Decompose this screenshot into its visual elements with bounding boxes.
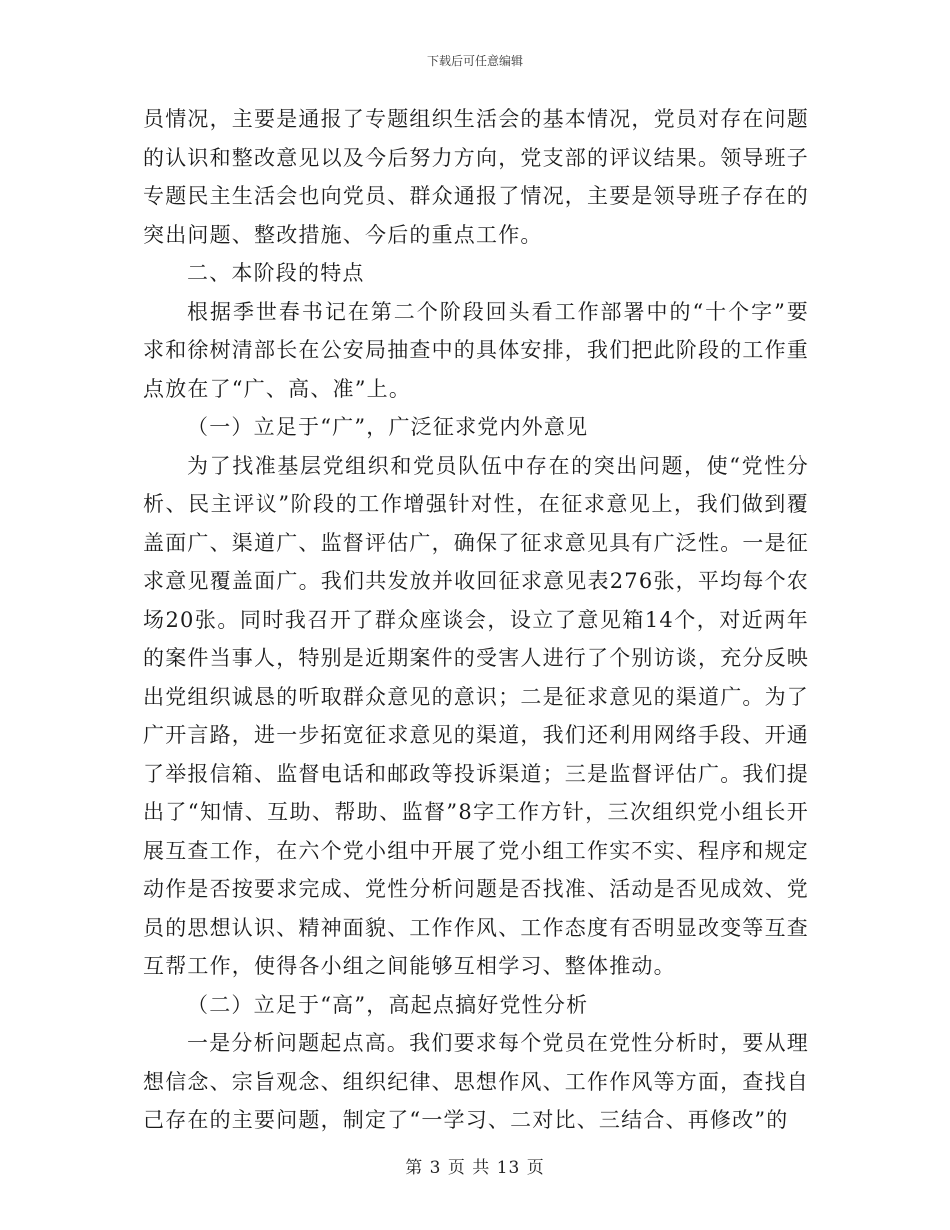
paragraph-continued: 员情况，主要是通报了专题组织生活会的基本情况，党员对存在问题的认识和整改意见以及今后努力方向，党支部的评议结果。领导班子专题民主生活会也向党员、群众通报了情况，主要是领导班子存在的突出问题、整改措施、今后的重点工作。 (143, 107, 809, 247)
section-heading-2: 二、本阶段的特点 (187, 261, 365, 285)
page-number-footer: 第 3 页 共 13 页 (405, 1158, 545, 1178)
subsection-heading-1: （一）立足于“广”，广泛征求党内外意见 (187, 415, 589, 439)
subsection-heading-2: （二）立足于“高”，高起点搞好党性分析 (187, 992, 589, 1017)
document-body (143, 100, 809, 1140)
page-header: 下载后可任意编辑 (426, 54, 523, 68)
paragraph: 根据季世春书记在第二个阶段回头看工作部署中的“十个字”要求和徐树清部长在公安局抽查中的具体安排，我们把此阶段的工作重点放在了“广、高、准”上。 (143, 299, 809, 401)
paragraph: 为了找准基层党组织和党员队伍中存在的突出问题，使“党性分析、民主评议”阶段的工作增强针对性，在征求意见上，我们做到覆盖面广、渠道广、监督评估广，确保了征求意见具有广泛性。一是征求意见覆盖面广。我们共发放并收回征求意见表276张，平均每个农场20张。同时我召开了群众座谈会，设立了意见箱14个，对近两年的案件当事人，特别是近期案件的受害人进行了个别访谈，充分反映出党组织诚恳的听取群众意见的意识；二是征求意见的渠道广。为了广开言路，进一步拓宽征求意见的渠道，我们还利用网络手段、开通了举报信箱、监督电话和邮政等投诉渠道；三是监督评估广。我们提出了“知情、互助、帮助、监督”8字工作方针，三次组织党小组长开展互查工作，在六个党小组中开展了党小组工作实不实、程序和规定动作是否按要求完成、党性分析问题是否找准、活动是否见成效、党员的思想认识、精神面貌、工作作风、工作态度有否明显改变等互查互帮工作，使得各小组之间能够互相学习、整体推动。 (143, 453, 809, 978)
paragraph: 一是分析问题起点高。我们要求每个党员在党性分析时，要从理想信念、宗旨观念、组织纪律、思想作风、工作作风等方面，查找自己存在的主要问题，制定了“一学习、二对比、三结合、再修改”的 (143, 1031, 809, 1132)
